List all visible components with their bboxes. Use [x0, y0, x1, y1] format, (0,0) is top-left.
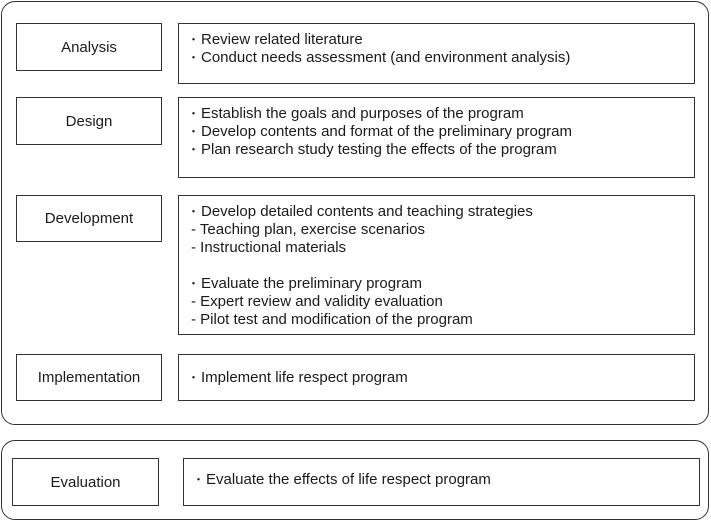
design-item: ・ Develop contents and format of the preliminary program	[201, 123, 694, 141]
development-subitem: - Pilot test and modification of the program	[191, 311, 473, 328]
development-spacer	[201, 257, 694, 275]
evaluation-phase-label: Evaluation	[50, 473, 121, 491]
development-subitem: - Instructional materials	[191, 239, 347, 256]
design-phase-box	[16, 97, 162, 145]
design-content-box	[178, 97, 695, 178]
implementation-phase-box	[16, 354, 162, 401]
development-phase-label: Development	[44, 210, 134, 227]
design-item: ・ Plan research study testing the effects of the program	[201, 141, 694, 159]
development-subitem: - Expert review and validity evaluation	[191, 293, 443, 310]
evaluation-content-box	[183, 458, 700, 506]
implementation-content-box	[178, 354, 695, 401]
analysis-content-box	[178, 23, 695, 84]
development-item: ・ Evaluate the preliminary program	[201, 275, 694, 293]
analysis-item: ・ Conduct needs assessment (and environment analysis)	[201, 49, 694, 67]
design-phase-label: Design	[65, 112, 113, 130]
development-phase-box	[16, 195, 162, 242]
analysis-phase-box	[16, 23, 162, 71]
evaluation-phase-box	[12, 458, 159, 506]
implementation-item: ・ Implement life respect program	[201, 369, 694, 387]
implementation-phase-label: Implementation	[37, 369, 141, 386]
analysis-phase-label: Analysis	[61, 38, 117, 56]
evaluation-item: ・ Evaluate the effects of life respect program	[206, 471, 699, 489]
development-content-box	[178, 195, 695, 335]
design-item: ・ Establish the goals and purposes of the program	[201, 105, 694, 123]
development-item: ・ Develop detailed contents and teaching strategies	[201, 203, 694, 221]
development-subitem: - Teaching plan, exercise scenarios	[191, 221, 426, 238]
analysis-item: ・ Review related literature	[201, 31, 694, 49]
